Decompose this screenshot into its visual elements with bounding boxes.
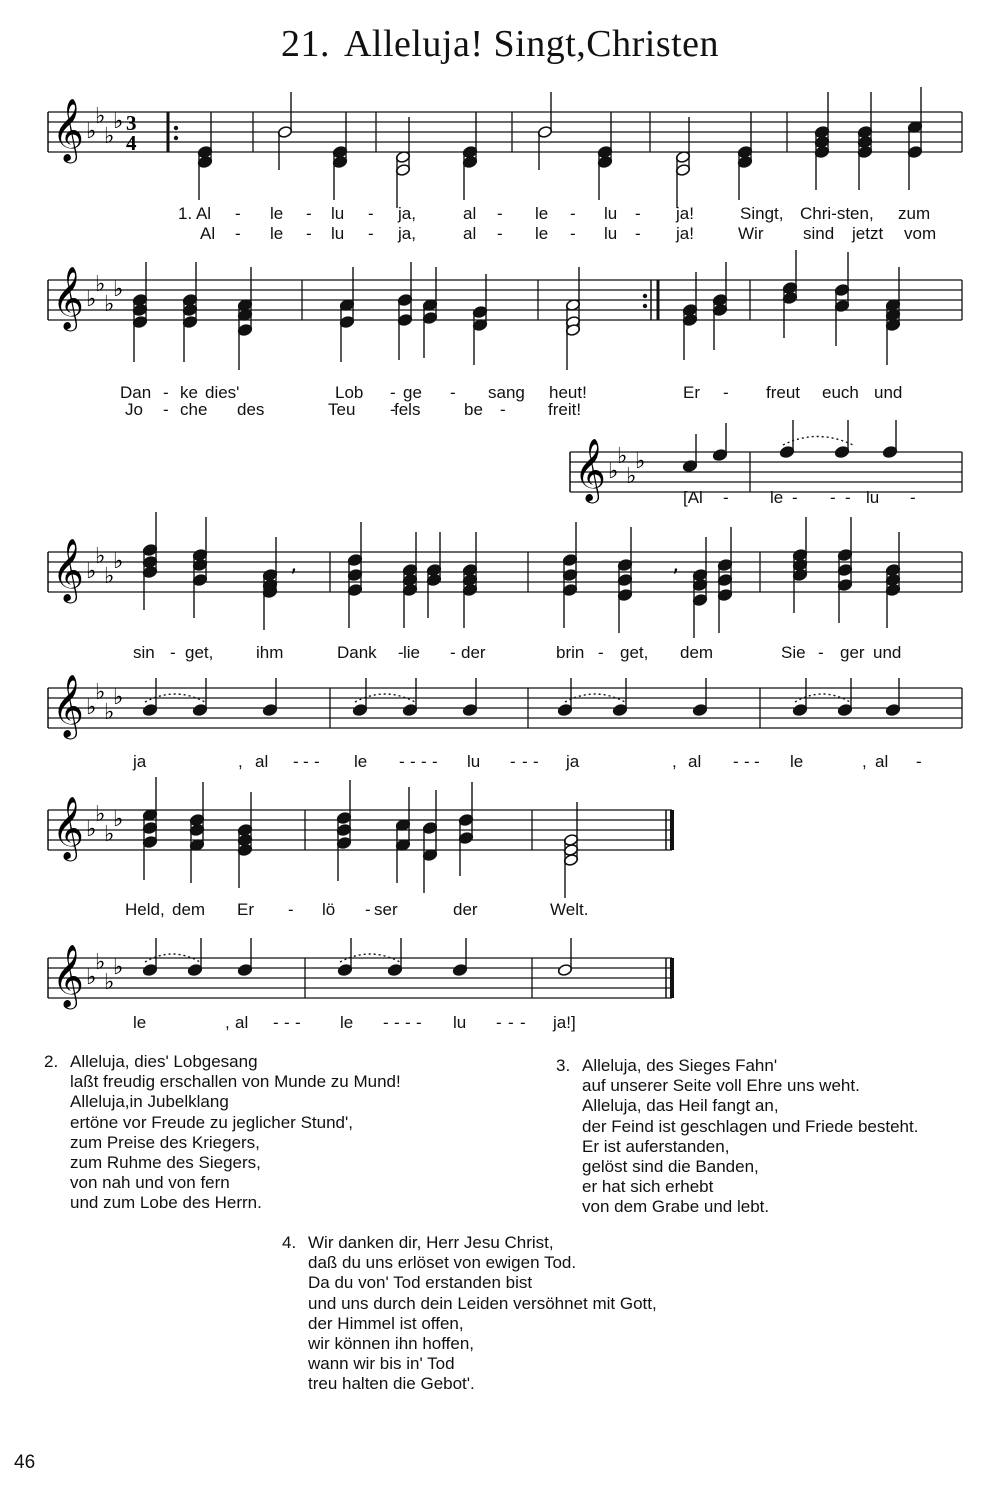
- lyric-syllable: -: [450, 643, 456, 662]
- note: [452, 938, 467, 977]
- lyric-syllable: le: [270, 204, 284, 223]
- verse-line: Alleluja, des Sieges Fahn': [582, 1056, 778, 1075]
- lyric-syllable: und: [874, 383, 903, 402]
- lyric-syllable: zum: [898, 204, 931, 223]
- repeat-dot: [174, 126, 178, 130]
- note: [712, 423, 727, 462]
- treble-clef-icon: 𝄞: [52, 674, 84, 737]
- verse-lines: [70, 1052, 401, 1214]
- lyric-syllable: -: [910, 488, 916, 507]
- verse-3: [556, 1056, 986, 1226]
- lyric-syllable: al: [875, 752, 889, 771]
- lyric-syllable: ja: [133, 752, 147, 771]
- flat-icon: ♭: [95, 544, 106, 569]
- flat-icon: ♭: [86, 695, 97, 720]
- lyric-syllable: ja!: [676, 204, 694, 223]
- lyric-syllable: Sie: [781, 643, 806, 662]
- flat-icon: ♭: [86, 965, 97, 990]
- lyric-syllable: Dan: [120, 383, 152, 402]
- verse-line: zum Ruhme des Siegers,: [70, 1153, 261, 1173]
- lyric-syllable: Singt,: [740, 204, 784, 223]
- flat-icon: ♭: [626, 464, 637, 489]
- lyric-syllable: ja: [566, 752, 580, 771]
- lyric-syllable: ge: [403, 383, 422, 402]
- lyric-syllable: -: [792, 488, 798, 507]
- verse-line: wir können ihn hoffen,: [308, 1334, 475, 1354]
- treble-clef-icon: 𝄞: [52, 944, 84, 1007]
- lyric-syllable: der: [453, 900, 478, 919]
- lyric-syllable: -: [496, 1013, 502, 1032]
- lyric-syllable: -: [635, 204, 641, 223]
- lyric-syllable: le: [270, 224, 284, 243]
- flat-icon: ♭: [113, 955, 124, 980]
- lyric-syllable: -: [303, 752, 309, 771]
- verse-line: und uns durch dein Leiden versöhnet mit Gott,: [308, 1293, 657, 1313]
- lyric-syllable: al: [255, 752, 269, 771]
- lyric-syllable: lu: [331, 224, 345, 243]
- staff: [48, 538, 962, 604]
- verse-line: Er ist auferstanden,: [582, 1136, 730, 1156]
- lyric-syllable: le: [133, 1013, 147, 1032]
- flat-icon: ♭: [95, 272, 106, 297]
- lyric-syllable: der: [461, 643, 486, 662]
- lyric-syllable: ,: [862, 752, 867, 771]
- lyric-syllable: Welt.: [550, 900, 589, 919]
- flat-icon: ♭: [95, 680, 106, 705]
- lyric-syllable: lu: [604, 204, 618, 223]
- lyric-syllable: lu: [453, 1013, 467, 1032]
- lyric-syllable: Wir: [738, 224, 764, 243]
- lyric-syllable: ja!: [676, 224, 694, 243]
- verse-lines: [308, 1233, 657, 1395]
- flat-icon: ♭: [95, 950, 106, 975]
- lyric-syllable: le: [535, 204, 549, 223]
- lyric-syllable: ja,: [398, 224, 416, 243]
- note: [262, 678, 277, 717]
- lyric-syllable: -: [421, 752, 427, 771]
- verse-line: und zum Lobe des Herrn.: [70, 1193, 262, 1213]
- staff: [48, 674, 962, 740]
- lyric-syllable: al: [688, 752, 702, 771]
- lyric-syllable: al: [235, 1013, 249, 1032]
- lyric-syllable: Chri-sten,: [800, 204, 874, 223]
- lyric-syllable: -: [163, 400, 169, 419]
- verse-lines: [582, 1056, 918, 1218]
- time-signature-top: 3: [126, 111, 137, 135]
- note: [682, 434, 697, 473]
- note: [779, 420, 794, 459]
- verse-line: der Himmel ist offen,: [308, 1313, 464, 1333]
- flat-icon: ♭: [113, 807, 124, 832]
- verse-2: [44, 1052, 514, 1222]
- flat-icon: ♭: [608, 459, 619, 484]
- lyric-syllable: ser: [374, 900, 398, 919]
- lyric-syllable: brin: [556, 643, 585, 662]
- flat-icon: ♭: [104, 564, 115, 589]
- lyric-syllable: -: [273, 1013, 279, 1032]
- lyric-syllable: Dank: [337, 643, 377, 662]
- lyric-syllable: heut!: [549, 383, 587, 402]
- lyric-syllable: -: [570, 224, 576, 243]
- flat-icon: ♭: [86, 119, 97, 144]
- lyric-syllable: -: [306, 224, 312, 243]
- lyric-syllable: le: [535, 224, 549, 243]
- lyric-syllable: -: [398, 643, 404, 662]
- lyric-syllable: -: [744, 752, 750, 771]
- verse-number: 2.: [44, 1052, 59, 1071]
- lyric-syllable: -: [916, 752, 922, 771]
- lyric-syllable: al: [463, 224, 477, 243]
- lyric-syllable: -: [598, 643, 604, 662]
- lyric-syllable: -: [293, 752, 299, 771]
- rest-icon: ’: [672, 566, 679, 591]
- verse-line: ertöne vor Freude zu jeglicher Stund',: [70, 1112, 353, 1132]
- lyric-syllable: [Al: [683, 488, 703, 507]
- lyric-syllable: -: [314, 752, 320, 771]
- lyric-syllable: che: [180, 400, 208, 419]
- lyric-syllable: -: [497, 224, 503, 243]
- lyric-syllable: le: [770, 488, 784, 507]
- staff: [48, 944, 672, 1010]
- verse-line: daß du uns erlöset von ewigen Tod.: [308, 1253, 577, 1273]
- flat-icon: ♭: [104, 970, 115, 995]
- flat-icon: ♭: [113, 549, 124, 574]
- lyric-syllable: -: [383, 1013, 389, 1032]
- lyric-syllable: ihm: [256, 643, 284, 662]
- lyric-syllable: sind: [803, 224, 835, 243]
- note: [557, 938, 572, 977]
- verse-line: er hat sich erhebt: [582, 1177, 714, 1197]
- lyric-syllable: lu: [331, 204, 345, 223]
- lyric-syllable: -: [405, 1013, 411, 1032]
- verse-number: 4.: [282, 1233, 297, 1252]
- repeat-dot: [643, 294, 647, 298]
- verse-line: laßt freudig erschallen von Munde zu Mund!: [70, 1072, 401, 1092]
- lyric-syllable: le: [354, 752, 368, 771]
- lyric-syllable: -: [450, 383, 456, 402]
- lyric-syllable: -: [533, 752, 539, 771]
- lyric-syllable: -: [368, 204, 374, 223]
- verse-line: treu halten die Gebot'.: [308, 1374, 475, 1394]
- note: [885, 678, 900, 717]
- verse-line: zum Preise des Kriegers,: [70, 1132, 260, 1152]
- lyric-syllable: lie: [403, 643, 421, 662]
- lyric-syllable: sang: [488, 383, 525, 402]
- lyric-syllable: -: [497, 204, 503, 223]
- flat-icon: ♭: [113, 109, 124, 134]
- lyric-syllable: -: [570, 204, 576, 223]
- lyric-syllable: le: [340, 1013, 354, 1032]
- lyric-syllable: -: [390, 400, 396, 419]
- flat-icon: ♭: [113, 685, 124, 710]
- flat-icon: ♭: [86, 559, 97, 584]
- lyric-syllable: Er: [683, 383, 700, 402]
- lyric-syllable: -: [365, 900, 371, 919]
- lyric-syllable: lu: [866, 488, 880, 507]
- lyric-syllable: -: [508, 1013, 514, 1032]
- lyric-syllable: -: [288, 900, 294, 919]
- lyric-syllable: get,: [185, 643, 214, 662]
- verse-line: Alleluja, dies' Lobgesang: [70, 1052, 258, 1071]
- lyric-syllable: lu: [604, 224, 618, 243]
- verse-line: wann wir bis in' Tod: [308, 1354, 455, 1374]
- treble-clef-icon: 𝄞: [52, 796, 84, 859]
- note: [882, 420, 897, 459]
- note: [692, 678, 707, 717]
- lyric-syllable: -: [295, 1013, 301, 1032]
- lyric-syllable: -: [432, 752, 438, 771]
- verse-line: auf unserer Seite voll Ehre uns weht.: [582, 1076, 860, 1096]
- lyric-syllable: freut: [766, 383, 801, 402]
- treble-clef-icon: 𝄞: [52, 98, 84, 161]
- lyric-syllable: -: [818, 643, 824, 662]
- lyric-syllable: ,: [238, 752, 243, 771]
- lyric-syllable: lu: [467, 752, 481, 771]
- lyric-syllable: dem: [172, 900, 206, 919]
- lyric-syllable: -: [163, 383, 169, 402]
- lyric-syllable: -: [845, 488, 851, 507]
- treble-clef-icon: 𝄞: [52, 538, 84, 601]
- note: [237, 938, 252, 977]
- lyric-syllable: get,: [620, 643, 649, 662]
- lyric-syllable: -: [500, 400, 506, 419]
- verse-4: [282, 1233, 742, 1403]
- lyric-syllable: -: [410, 752, 416, 771]
- lyric-syllable: -: [830, 488, 836, 507]
- lyric-syllable: -: [754, 752, 760, 771]
- verse-line: von dem Grabe und lebt.: [582, 1197, 770, 1217]
- lyric-syllable: Lob: [335, 383, 364, 402]
- verse-line: gelöst sind die Banden,: [582, 1157, 759, 1177]
- verse-line: Alleluja, das Heil fangt an,: [582, 1096, 779, 1116]
- lyric-syllable: -: [390, 383, 396, 402]
- lyric-syllable: -: [635, 224, 641, 243]
- flat-icon: ♭: [104, 292, 115, 317]
- lyric-syllable: Held,: [125, 900, 165, 919]
- lyric-syllable: jetzt: [852, 224, 884, 243]
- lyric-syllable: euch: [822, 383, 859, 402]
- lyric-syllable: -: [733, 752, 739, 771]
- flat-icon: ♭: [95, 802, 106, 827]
- lyric-syllable: -: [235, 224, 241, 243]
- flat-icon: ♭: [113, 277, 124, 302]
- lyric-syllable: -: [510, 752, 516, 771]
- lyric-syllable: und: [873, 643, 902, 662]
- lyric-syllable: -: [284, 1013, 290, 1032]
- lyric-syllable: ,: [672, 752, 677, 771]
- song-number: 21.: [280, 23, 330, 65]
- lyric-syllable: Al: [200, 224, 216, 243]
- lyric-syllable: dem: [680, 643, 714, 662]
- lyric-syllable: 1. Al: [178, 204, 212, 223]
- verse-line: der Feind ist geschlagen und Friede besteht.: [582, 1116, 919, 1136]
- lyric-syllable: dies': [205, 383, 240, 402]
- flat-icon: ♭: [617, 444, 628, 469]
- lyric-syllable: -: [235, 204, 241, 223]
- staff: [570, 438, 962, 504]
- lyric-syllable: -: [368, 224, 374, 243]
- lyric-syllable: ke: [180, 383, 198, 402]
- lyric-syllable: -: [399, 752, 405, 771]
- lyric-syllable: Jo: [125, 400, 143, 419]
- treble-clef-icon: 𝄞: [574, 438, 606, 501]
- lyric-syllable: lö: [322, 900, 336, 919]
- lyric-syllable: Teu: [328, 400, 356, 419]
- lyric-syllable: -: [416, 1013, 422, 1032]
- lyric-syllable: ja,: [398, 204, 416, 223]
- lyric-syllable: -: [306, 204, 312, 223]
- verse-number: 3.: [556, 1056, 571, 1075]
- lyric-syllable: freit!: [548, 400, 582, 419]
- repeat-dot: [643, 304, 647, 308]
- lyric-syllable: be: [464, 400, 483, 419]
- lyric-syllable: ger: [840, 643, 865, 662]
- lyric-syllable: fels: [394, 400, 421, 419]
- flat-icon: ♭: [635, 449, 646, 474]
- rest-icon: ’: [290, 566, 297, 591]
- note: [557, 678, 572, 717]
- verse-line: Wir danken dir, Herr Jesu Christ,: [308, 1233, 554, 1252]
- lyric-syllable: -: [170, 643, 176, 662]
- verse-line: Alleluja,in Jubelklang: [70, 1092, 229, 1112]
- flat-icon: ♭: [95, 104, 106, 129]
- verse-line: Da du von' Tod erstanden bist: [308, 1273, 533, 1293]
- song-title-text: Alleluja! Singt,Christen: [343, 23, 720, 65]
- flat-icon: ♭: [86, 817, 97, 842]
- lyric-syllable: ,: [225, 1013, 230, 1032]
- flat-icon: ♭: [104, 822, 115, 847]
- lyric-syllable: ja!]: [553, 1013, 576, 1032]
- flat-icon: ♭: [104, 700, 115, 725]
- lyric-syllable: des: [237, 400, 265, 419]
- lyric-syllable: Er: [237, 900, 254, 919]
- time-signature-bottom: 4: [126, 131, 137, 155]
- lyric-syllable: al: [463, 204, 477, 223]
- treble-clef-icon: 𝄞: [52, 266, 84, 329]
- note: [462, 678, 477, 717]
- lyric-syllable: -: [522, 752, 528, 771]
- repeat-dot: [174, 136, 178, 140]
- lyric-syllable: -: [723, 383, 729, 402]
- lyric-syllable: -: [394, 1013, 400, 1032]
- lyric-syllable: -: [723, 488, 729, 507]
- staff: [48, 796, 672, 862]
- lyric-syllable: le: [790, 752, 804, 771]
- lyric-syllable: vom: [904, 224, 937, 243]
- flat-icon: ♭: [86, 287, 97, 312]
- lyric-syllable: -: [520, 1013, 526, 1032]
- flat-icon: ♭: [104, 124, 115, 149]
- lyric-syllable: sin: [133, 643, 155, 662]
- verse-line: von nah und von fern: [70, 1173, 230, 1193]
- page-number: 46: [14, 1452, 36, 1473]
